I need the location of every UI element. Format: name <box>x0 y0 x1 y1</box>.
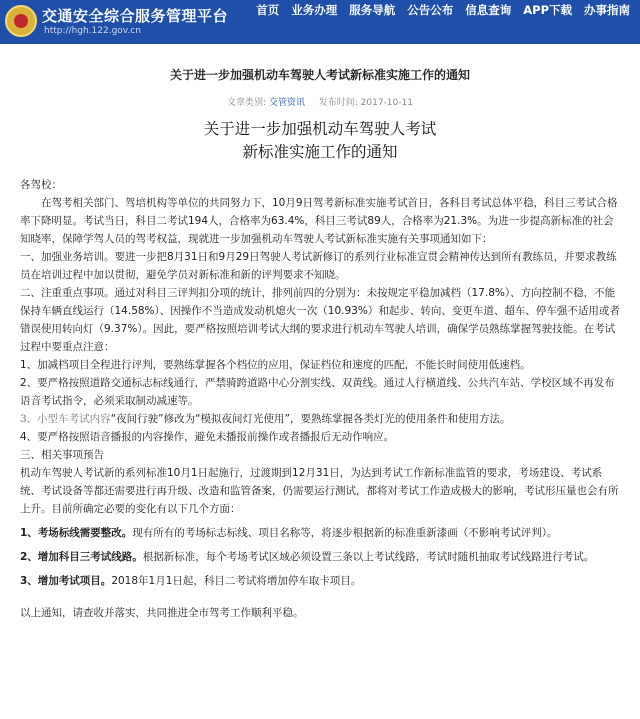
date-label: 发布时间: <box>318 98 358 108</box>
document-title-line2: 新标准实施工作的通知 <box>242 143 398 161</box>
nav-office-guide[interactable]: 办事指南 <box>584 3 630 17</box>
nav-app-download[interactable]: APP下载 <box>523 3 572 17</box>
salutation: 各驾校： <box>20 179 62 191</box>
item1-text: 现有所有的考场标志标线、项目名称等，将逐步根据新的标准重新漆画（不影响考试评判）。 <box>132 527 558 539</box>
item3-heading: 3、增加考试项目。 <box>20 575 112 587</box>
nav-business[interactable]: 业务办理 <box>291 3 338 17</box>
site-title[interactable]: 交通安全综合服务管理平台 <box>42 7 229 25</box>
publish-date: 2017-10-11 <box>360 98 413 108</box>
category-label: 文章类别: <box>227 98 267 108</box>
paragraph-key-points: 二、注重重点事项。通过对科目三评判扣分项的统计，排列前四的分别为：未按规定平稳加减档（17.8%）、方向控制不稳，不能保持车辆直线运行（14.58%）、因操作不当造成发动机熄火一次（10.93%）和起步、转向、变更车道、超车、停车强不适用或者错误使用转向灯（9.37%）。因此，要严格按照培训考试大纲的要求进行机动车驾驶人培训，确保学员熟练掌握驾驶技能。在考试过程中要重点注意： <box>20 287 620 353</box>
item2-text: 根据新标准，每个考场考试区域必须设置三条以上考试线路，考试时随机抽取考试线路进行考试。 <box>142 551 595 563</box>
nav-announcements[interactable]: 公告公布 <box>407 3 454 17</box>
paragraph-gear: 1、加减档项目全程进行评判，要熟练掌握各个档位的应用，保证档位和速度的匹配，不能长时间使用低速档。 <box>20 359 531 371</box>
main-nav <box>250 0 636 44</box>
night-driving-text: “夜间行驶”修改为“模拟夜间灯光使用”，要熟练掌握各类灯光的使用条件和使用方法。 <box>110 413 511 425</box>
paragraph-voice: 4、要严格按照语音播报的内容操作，避免未播报前操作或者播报后无动作响应。 <box>20 431 395 443</box>
nav-home[interactable]: 首页 <box>256 3 280 17</box>
item3-text: 2018年1月1日起，科目二考试将增加停车取卡项目。 <box>111 575 362 587</box>
item2-heading: 2、增加科目三考试线路。 <box>20 551 143 563</box>
nav-service-guide[interactable]: 服务导航 <box>349 3 396 17</box>
closing-line: 以上通知，请查收并落实，共同推进全市驾考工作顺利平稳。 <box>20 607 304 619</box>
paragraph-night-driving <box>20 410 620 428</box>
paragraph-training: 一、加强业务培训。要进一步把8月31日和9月29日驾驶人考试新修订的系列行业标准宣贯会精神传达到所有教练员，并要求教练员在培训过程中加以贯彻，避免学员对新标准和新的评判要求不知晓。 <box>20 251 617 281</box>
document-title <box>0 118 640 164</box>
paragraph-signs: 2、要严格按照道路交通标志标线通行，严禁骑跨道路中心分割实线、双黄线。通过人行横道线、公共汽车站、学校区域不再发布语音考试指令，必须采取制动减速等。 <box>20 377 615 407</box>
document-title-line1: 关于进一步加强机动车驾驶人考试 <box>203 120 437 138</box>
item1-heading: 1、考场标线需要整改。 <box>20 527 133 539</box>
night-driving-prefix: 3、小型车考试内容 <box>20 413 111 425</box>
nav-info-query[interactable]: 信息查询 <box>465 3 512 17</box>
site-url: http://hgh.122.gov.cn <box>44 26 141 36</box>
police-emblem-icon[interactable] <box>5 5 37 37</box>
page-title: 关于进一步加强机动车驾驶人考试新标准实施工作的通知 <box>169 68 470 82</box>
article-meta <box>0 95 640 108</box>
site-header <box>0 0 640 44</box>
paragraph-intro: 在驾考相关部门、驾培机构等单位的共同努力下，10月9日驾考新标准实施考试首日，各科目考试总体平稳，科目三考试合格率下降明显。考试当日，科目二考试194人，合格率为63.4%，科目三考试89人，合格率为21.3%。为进一步提高新标准的社会知晓率，保障学驾人员的驾考权益，现就进一步加强机动车驾驶人考试新标准实施有关事项通知如下： <box>20 197 618 245</box>
list-item-routes <box>20 548 620 566</box>
paragraph-transition: 机动车驾驶人考试新的系列标准10月1日起施行，过渡期到12月31日，为达到考试工作新标准监管的要求，考场建设、考试系统、考试设备等都还需要进行再升级、改造和监管备案，仍需要运行测试，都将对考试工作造成极大的影响，考试形压量也会有所上升。目前所确定必要的变化有以下几个方面： <box>20 467 619 515</box>
category-link[interactable]: 交管资讯 <box>268 98 305 108</box>
list-item-projects <box>20 572 620 590</box>
list-item-markings <box>20 524 620 542</box>
article-body <box>0 176 640 622</box>
section-heading-notice: 三、相关事项预告 <box>20 449 104 461</box>
